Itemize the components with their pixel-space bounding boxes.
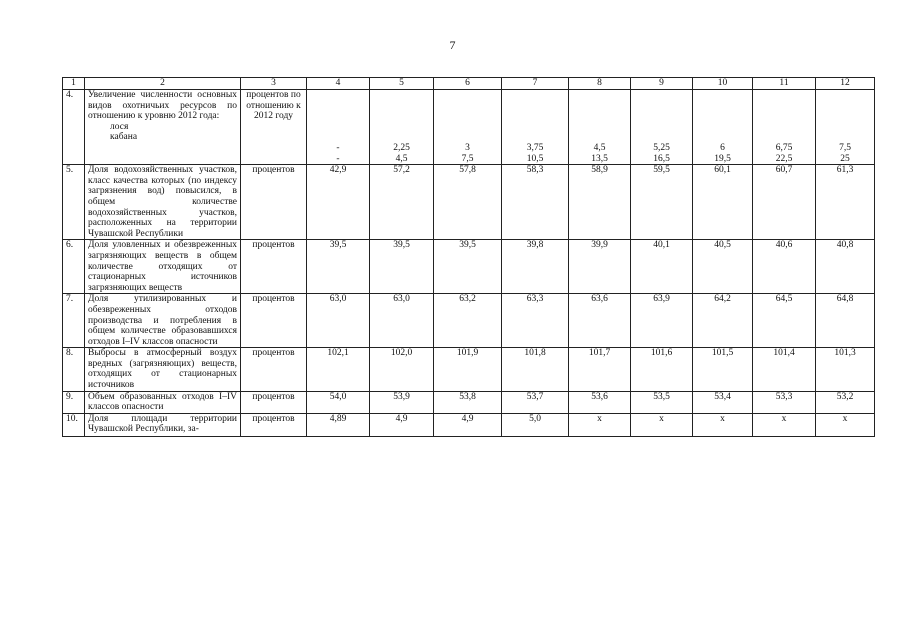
value-cell: 57,8 — [434, 165, 502, 240]
table-row — [63, 391, 875, 413]
indicator-name: Доля водохозяйственных участков, класс качества которых (по индексу загрязнения вод) повысился, в общем количестве водохозяйственных участков, расположенных на территории Чувашской Республики — [85, 165, 241, 240]
value-cell: 53,7 — [502, 391, 569, 413]
value-cell: 54,0 — [307, 391, 370, 413]
table-row — [63, 348, 875, 391]
value: 4,5 — [395, 153, 408, 164]
indicator-name: Объем образованных отходов I–IV классов опасности — [85, 391, 241, 413]
value: 25 — [840, 153, 850, 164]
header-cell: 4 — [307, 78, 370, 90]
value-cell: 101,9 — [434, 348, 502, 391]
value-cell: 101,6 — [631, 348, 693, 391]
table-row — [63, 240, 875, 294]
header-cell: 3 — [241, 78, 307, 90]
header-cell: 8 — [569, 78, 631, 90]
row-number: 10. — [63, 413, 85, 436]
value-cell: x — [753, 413, 816, 436]
value: 6 — [720, 143, 725, 153]
value-cell: 63,6 — [569, 294, 631, 348]
value-cell: 61,3 — [816, 165, 875, 240]
value: 19,5 — [714, 153, 731, 164]
value-cell: 39,5 — [307, 240, 370, 294]
table-row — [63, 413, 875, 436]
value-cell: 4,9 — [370, 413, 434, 436]
header-cell: 11 — [753, 78, 816, 90]
value: 5,25 — [653, 143, 670, 153]
value-cell: x — [816, 413, 875, 436]
header-cell: 10 — [693, 78, 753, 90]
unit-cell: процентов — [241, 240, 307, 294]
value-cell: 101,8 — [502, 348, 569, 391]
value: 4,5 — [593, 143, 606, 153]
header-cell: 1 — [63, 78, 85, 90]
value-cell: 4,9 — [434, 413, 502, 436]
value: 16,5 — [653, 153, 670, 164]
value-cell — [502, 90, 569, 165]
value-cell — [370, 90, 434, 165]
value-cell: 42,9 — [307, 165, 370, 240]
row-number: 5. — [63, 165, 85, 240]
value-cell: 5,0 — [502, 413, 569, 436]
header-cell: 7 — [502, 78, 569, 90]
value: 6,75 — [775, 143, 793, 153]
row-number: 4. — [63, 90, 85, 165]
value-cell — [307, 90, 370, 165]
value-cell: 64,2 — [693, 294, 753, 348]
row-number: 9. — [63, 391, 85, 413]
header-cell: 6 — [434, 78, 502, 90]
value-cell — [753, 90, 816, 165]
value-cell: 53,6 — [569, 391, 631, 413]
value: 3 — [465, 143, 470, 153]
value: 13,5 — [591, 153, 608, 164]
value-cell: 59,5 — [631, 165, 693, 240]
sub-label: лося — [110, 121, 129, 132]
table-row — [63, 165, 875, 240]
value: - — [336, 143, 340, 153]
value-cell: 40,5 — [693, 240, 753, 294]
value-cell — [816, 90, 875, 165]
value-cell: 57,2 — [370, 165, 434, 240]
value-cell: 63,2 — [434, 294, 502, 348]
header-cell: 5 — [370, 78, 434, 90]
indicator-text: Увеличение численности основных видов охотничьих ресурсов по отношению к уровню 2012 года: — [88, 90, 237, 122]
unit-cell: процентов — [241, 391, 307, 413]
value-cell: 101,5 — [693, 348, 753, 391]
value-cell: 101,7 — [569, 348, 631, 391]
value-cell: 63,3 — [502, 294, 569, 348]
value-cell — [434, 90, 502, 165]
indicator-name: Доля утилизированных и обезвреженных отходов производства и потребления в общем количестве образовавшихся отходов I–IV классов опасности — [85, 294, 241, 348]
header-cell: 9 — [631, 78, 693, 90]
indicator-name: Доля уловленных и обезвреженных загрязняющих веществ в общем количестве отходящих от стационарных источников загрязняющих веществ — [85, 240, 241, 294]
value-cell: 4,89 — [307, 413, 370, 436]
value-cell: 58,9 — [569, 165, 631, 240]
value-cell: 39,9 — [569, 240, 631, 294]
value-cell: 53,5 — [631, 391, 693, 413]
value-cell: 53,9 — [370, 391, 434, 413]
value-cell: 63,0 — [307, 294, 370, 348]
value-cell: 40,8 — [816, 240, 875, 294]
value: 2,25 — [393, 143, 410, 153]
value-cell: x — [569, 413, 631, 436]
indicators-table — [62, 77, 875, 437]
value-cell: 58,3 — [502, 165, 569, 240]
table-body — [63, 78, 875, 437]
value-cell: 60,1 — [693, 165, 753, 240]
indicator-name: Выбросы в атмосферный воздух вредных (загрязняющих) веществ, отходящих от стационарных источников — [85, 348, 241, 391]
value-cell: 101,4 — [753, 348, 816, 391]
header-row — [63, 78, 875, 90]
unit-cell: процентов — [241, 413, 307, 436]
row-number: 6. — [63, 240, 85, 294]
value-cell: 102,1 — [307, 348, 370, 391]
row-number: 7. — [63, 294, 85, 348]
value-cell: 60,7 — [753, 165, 816, 240]
value: 7,5 — [461, 153, 474, 164]
indicator-name: Доля площади территории Чувашской Республики, за- — [85, 413, 241, 436]
value-cell: 39,8 — [502, 240, 569, 294]
table-row — [63, 90, 875, 165]
value: 7,5 — [839, 143, 851, 153]
value-cell: 53,4 — [693, 391, 753, 413]
unit-cell: процентов — [241, 165, 307, 240]
value: 10,5 — [526, 153, 544, 164]
value-cell: 64,8 — [816, 294, 875, 348]
value-cell: 102,0 — [370, 348, 434, 391]
value-cell: 53,2 — [816, 391, 875, 413]
value-cell: 40,6 — [753, 240, 816, 294]
header-cell: 12 — [816, 78, 875, 90]
value-cell: 40,1 — [631, 240, 693, 294]
value-cell: 39,5 — [370, 240, 434, 294]
value: - — [336, 153, 340, 164]
indicator-name — [85, 90, 241, 165]
unit-cell: процентов по отношению к 2012 году — [241, 90, 307, 165]
value-cell — [569, 90, 631, 165]
value-cell: 63,0 — [370, 294, 434, 348]
row-number: 8. — [63, 348, 85, 391]
value-cell: x — [693, 413, 753, 436]
sub-label: кабана — [110, 132, 138, 143]
value-cell: x — [631, 413, 693, 436]
page-number: 7 — [449, 38, 456, 52]
value-cell — [631, 90, 693, 165]
value-cell: 63,9 — [631, 294, 693, 348]
value-cell: 101,3 — [816, 348, 875, 391]
unit-cell: процентов — [241, 348, 307, 391]
value-cell — [693, 90, 753, 165]
value: 22,5 — [775, 153, 793, 164]
value-cell: 53,8 — [434, 391, 502, 413]
value: 3,75 — [526, 143, 544, 153]
value-cell: 39,5 — [434, 240, 502, 294]
unit-cell: процентов — [241, 294, 307, 348]
value-cell: 53,3 — [753, 391, 816, 413]
header-cell: 2 — [85, 78, 241, 90]
table-row — [63, 294, 875, 348]
value-cell: 64,5 — [753, 294, 816, 348]
